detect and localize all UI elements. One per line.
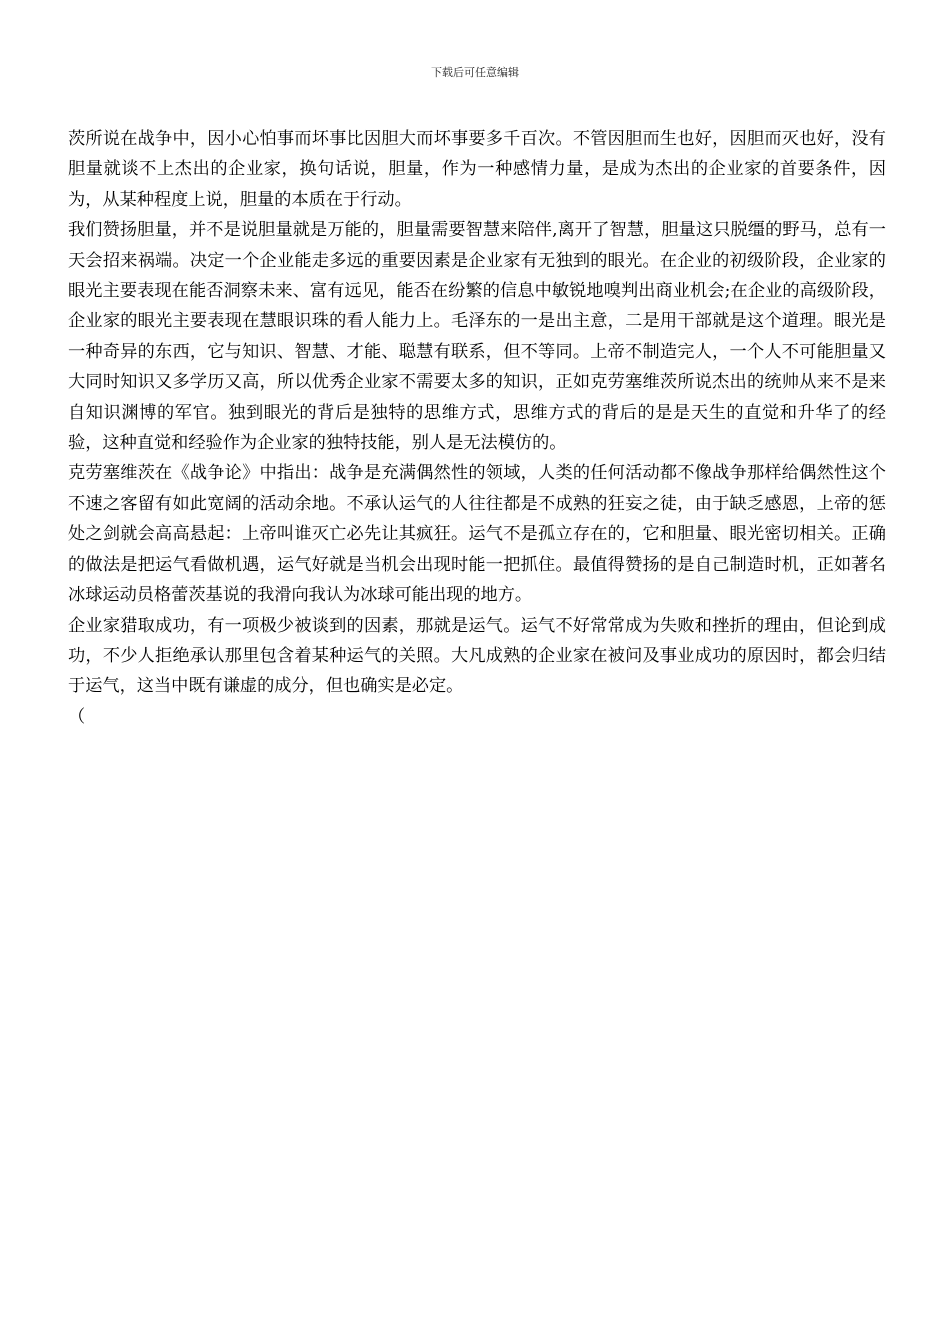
paragraph-2: 我们赞扬胆量，并不是说胆量就是万能的，胆量需要智慧来陪伴,离开了智慧，胆量这只脱缰的野马，总有一天会招来祸端。决定一个企业能走多远的重要因素是企业家有无独到的眼光。在企业的初级阶段，企业家的眼光主要表现在能否洞察未来、富有远见，能否在纷繁的信息中敏锐地嗅判出商业机会;在企业的高级阶段，企业家的眼光主要表现在慧眼识珠的看人能力上。毛泽东的一是出主意，二是用干部就是这个道理。眼光是一种奇异的东西，它与知识、智慧、才能、聪慧有联系，但不等同。上帝不制造完人，一个人不可能胆量又大同时知识又多学历又高，所以优秀企业家不需要太多的知识，正如克劳塞维茨所说杰出的统帅从来不是来自知识渊博的军官。独到眼光的背后是独特的思维方式，思维方式的背后的是是天生的直觉和升华了的经验，这种直觉和经验作为企业家的独特技能，别人是无法模仿的。 bbox=[68, 220, 886, 454]
page-header: 下载后可任意编辑 bbox=[431, 66, 519, 79]
paragraph-1: 茨所说在战争中，因小心怕事而坏事比因胆大而坏事要多千百次。不管因胆而生也好，因胆而灭也好，没有胆量就谈不上杰出的企业家，换句话说，胆量，作为一种感情力量，是成为杰出的企业家的首要条件，因为，从某种程度上说，胆量的本质在于行动。 bbox=[68, 129, 886, 210]
paragraph-3: 克劳塞维茨在《战争论》中指出：战争是充满偶然性的领域，人类的任何活动都不像战争那样给偶然性这个不速之客留有如此宽阔的活动余地。不承认运气的人往往都是不成熟的狂妄之徒，由于缺乏感恩，上帝的惩处之剑就会高高悬起：上帝叫谁灭亡必先让其疯狂。运气不是孤立存在的，它和胆量、眼光密切相关。正确的做法是把运气看做机遇，运气好就是当机会出现时能一把抓住。最值得赞扬的是自己制造时机，正如著名冰球运动员格蕾茨基说的我滑向我认为冰球可能出现的地方。 bbox=[68, 463, 886, 606]
paragraph-4: 企业家猎取成功，有一项极少被谈到的因素，那就是运气。运气不好常常成为失败和挫折的理由，但论到成功，不少人拒绝承认那里包含着某种运气的关照。大凡成熟的企业家在被问及事业成功的原因时，都会归结于运气，这当中既有谦虚的成分，但也确实是必定。 bbox=[68, 615, 886, 697]
paragraph-5: （ bbox=[68, 706, 86, 727]
document-body bbox=[68, 124, 886, 732]
